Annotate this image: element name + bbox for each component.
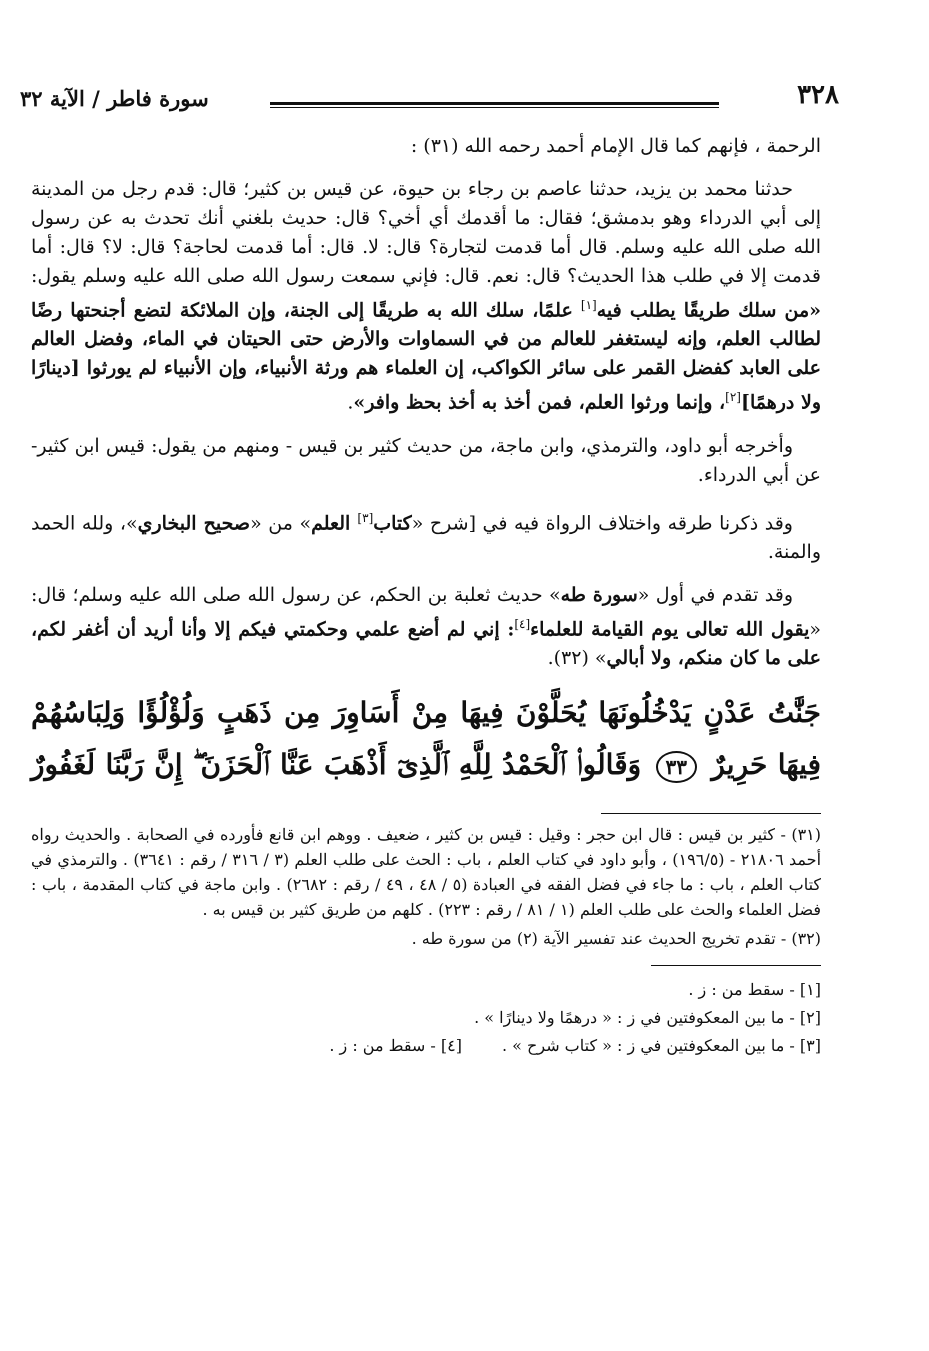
quran-line-2: حَرِيرٌ — [711, 748, 768, 782]
variant-note-4: [٤] - سقط من : ز . — [329, 1036, 462, 1056]
paragraph-reference — [31, 504, 821, 567]
variant-ref-3: [٣] — [357, 510, 374, 525]
section-title: سورة فاطر / الآية ٣٢ — [20, 86, 209, 111]
paragraph-intro: الرحمة ، فإنهم كما قال الإمام أحمد رحمه الله (٣١) : — [410, 135, 821, 157]
surah-name: سورة طه — [560, 583, 638, 606]
variant-note-1: [١] - سقط من : ز . — [688, 980, 821, 1000]
ayah-number-mark: ٣٣ — [656, 751, 697, 783]
reference-chapter: العلم — [311, 511, 358, 534]
footnote-divider — [601, 813, 821, 814]
reference-book: كتاب — [373, 511, 412, 534]
variant-ref-1: [١] — [580, 298, 597, 312]
taha-mid: » حديث ثعلبة بن الحكم، عن رسول الله صلى الله عليه وسلم؛ قال: « — [31, 583, 821, 641]
reference-sahih: صحيح البخاري — [137, 511, 251, 534]
qudsi-a: يقول الله تعالى يوم القيامة للعلماء — [530, 618, 810, 641]
variant-note-3: [٣] - ما بين المعكوفتين في ز : « كتاب شرح » . — [501, 1036, 821, 1056]
variant-notes — [31, 976, 821, 1060]
paragraph-takhrij: وأخرجه أبو داود، والترمذي، وابن ماجة، من حديث كثير بن قيس - ومنهم من يقول: قيس ابن كثير- عن أبي الدرداء. — [31, 434, 821, 486]
reference-text: وقد ذكرنا طرقه واختلاف الرواة فيه في [شرح « — [411, 511, 793, 534]
quran-line-1: جَنَّٰتُ عَدْنٍ يَدْخُلُونَهَا يُحَلَّوْنَ فِيهَا مِنْ أَسَاوِرَ مِن ذَهَبٍ وَلُؤْلُؤًا وَلِبَاسُهُمْ فِيهَا — [31, 696, 822, 782]
hadith-matn-b: علمًا، سلك الله به طريقًا إلى الجنة، وإن الملائكة لتضع أجنحتها رضًا لطالب العلم، وإنه ليستغفر للعالم من في السماوات والأرض حتى الحيتان في الماء، وفضل العالم على العابد كفضل القمر على سائر الكواكب، إن العلماء هم ورثة الأنبياء، وإن الأنبياء لم يورثوا [دينارًا ولا درهمًا] — [31, 299, 821, 414]
footnotes — [31, 822, 821, 951]
qudsi-b: : إني لم أضع علمي وحكمتي فيكم إلا وأنا أريد أن أغفر لكم، على ما كان منكم، ولا أبالي — [31, 618, 821, 670]
header-rule — [270, 102, 719, 108]
variant-divider — [651, 965, 821, 966]
variant-note-3-4 — [31, 1032, 821, 1060]
variant-note-2: [٢] - ما بين المعكوفتين في ز : « درهمًا ولا دينارًا » . — [474, 1008, 821, 1028]
hadith-matn-a: «من سلك طريقًا يطلب فيه — [596, 299, 821, 322]
variant-ref-2: [٢] — [725, 390, 741, 405]
hadith-end: . — [347, 391, 354, 414]
footnote-31: (٣١) - كثير بن قيس : قال ابن حجر : وقيل : قيس بن كثير ، ضعيف . ووهم ابن قانع فأورده في الصحابة . والحديث رواه أحمد ٢١٨٠٦ - (١٩٦/٥) ، وأبو داود في كتاب العلم ، باب : الحث على طلب العلم (٣ / ٣١٦ / رقم : ٣٦٤١) . والترمذي في كتاب العلم ، باب : ما جاء في فضل الفقه في العبادة (٥ / ٤٨ ، ٤٩ / رقم : ٢٦٨٢) . وابن ماجة في كتاب المقدمة ، باب : فضل العلماء والحث على طلب العلم (١ / ٨١ / رقم : ٢٢٣) . كلهم من طريق كثير بن قيس به . — [31, 825, 822, 920]
reference-end: »، ولله الحمد والمنة. — [31, 511, 821, 563]
taha-start: وقد تقدم في أول « — [637, 583, 794, 606]
hadith-isnad: حدثنا محمد بن يزيد، حدثنا عاصم بن رجاء بن حيوة، عن قيس بن كثير؛ قال: قدم رجل من المدينة إلى أبي الدرداء وهو بدمشق؛ فقال: ما أقدمك أي أخي؟ قال: حديث بلغني أنك تحدث به عن رسول الله صلى الله عليه وسلم. قال أما قدمت لتجارة؟ قال: لا. قال: أما قدمت لحاجة؟ قال: لا؟ قال: أما قدمت إلا في طلب هذا الحديث؟ قال: نعم. قال: فإني سمعت رسول الله صلى الله عليه وسلم يقول: — [31, 178, 821, 287]
paragraph-taha — [31, 581, 821, 673]
main-text — [31, 132, 821, 1060]
taha-end: » (٣٢). — [547, 647, 607, 670]
page-number: ٣٢٨ — [797, 80, 839, 110]
quran-verse — [31, 687, 821, 791]
footnote-32: (٣٢) - تقدم تخريج الحديث عند تفسير الآية (٢) من سورة طه . — [411, 929, 821, 949]
reference-mid: » من « — [250, 511, 312, 534]
hadith-matn-c: ، وإنما ورثوا العلم، فمن أخذ به أخذ بحظ وافر» — [353, 391, 726, 414]
running-header — [20, 80, 839, 120]
quran-line-3: وَقَالُوا۟ ٱلْحَمْدُ لِلَّهِ ٱلَّذِىٓ أَذْهَبَ عَنَّا ٱلْحَزَنَ ۖ إِنَّ رَبَّنَا لَغَفُورٌ — [31, 748, 642, 782]
variant-ref-4: [٤] — [514, 616, 531, 631]
paragraph-hadith — [31, 175, 821, 418]
